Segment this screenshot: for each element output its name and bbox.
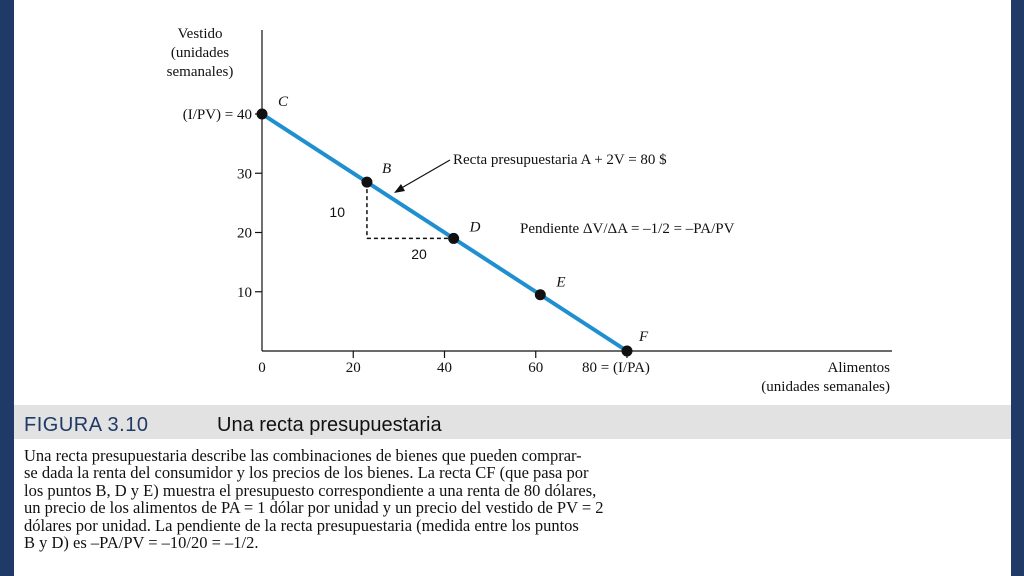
caption-line: Una recta presupuestaria describe las combinaciones de bienes que pueden comprar- [24,446,582,465]
point-label-c: C [278,94,289,110]
frame-right [1011,0,1024,576]
caption-line: se dada la renta del consumidor y los precios de los bienes. La recta CF (que pasa por [24,463,589,483]
x-ticks [258,351,650,376]
budget-line-annotation: Recta presupuestaria A + 2V = 80 $ [453,152,667,168]
y-tick-label: 30 [237,166,252,183]
y-tick-label: 10 [237,284,252,301]
frame-left [0,0,14,576]
point-label-e: E [556,274,566,291]
y-tick-label: 20 [237,225,252,242]
point-label-d: D [469,219,481,236]
point-label-b: B [381,161,392,178]
point-b [361,177,372,188]
caption-line: los puntos B, D y E) muestra el presupuesto correspondiente a una renta de 80 dólares, [24,480,597,500]
x-axis-label-line-1: Alimentos [827,360,890,376]
y-axis-label-line-1: Vestido [177,26,223,42]
slope-annotation: Pendiente ΔV/ΔA = –1/2 = –PA/PV [520,221,735,237]
x-tick-label: 0 [258,360,266,376]
y-tick-label: (I/PV) = 40 [182,107,252,123]
x-axis-label-line-2: (unidades semanales) [761,379,890,395]
figure-title: Una recta presupuestaria [217,414,442,436]
budget-line-chart [14,0,1011,405]
x-tick-label: 80 = (I/PA) [582,360,650,376]
figure-caption [24,447,1004,551]
caption-line: dólares por unidad. La pendiente de la recta presupuestaria (medida entre los puntos [24,515,579,535]
figure-number: FIGURA 3.10 [24,414,149,436]
budget-line-arrow [398,160,450,190]
y-ticks [183,107,262,301]
point-label-f: F [639,329,649,345]
x-tick-label: 40 [437,360,452,376]
rise-label: 10 [329,204,345,220]
point-c [257,109,268,120]
run-label: 20 [411,246,427,262]
x-tick-label: 60 [528,360,544,376]
figure-panel [14,0,1011,576]
caption-line: un precio de los alimentos de PA = 1 dólar por unidad y un precio del vestido de PV = 2 [24,498,604,518]
point-d [448,233,459,244]
y-axis-label-line-2: (unidades [170,45,230,61]
point-f [622,346,633,357]
y-axis-label-line-3: semanales) [166,64,234,80]
x-tick-label: 20 [345,360,361,376]
budget-line-arrowhead [394,184,405,193]
caption-line: B y D) es –PA/PV = –10/20 = –1/2. [24,533,259,553]
figure-header-bar [14,405,1011,439]
point-e [535,289,546,300]
